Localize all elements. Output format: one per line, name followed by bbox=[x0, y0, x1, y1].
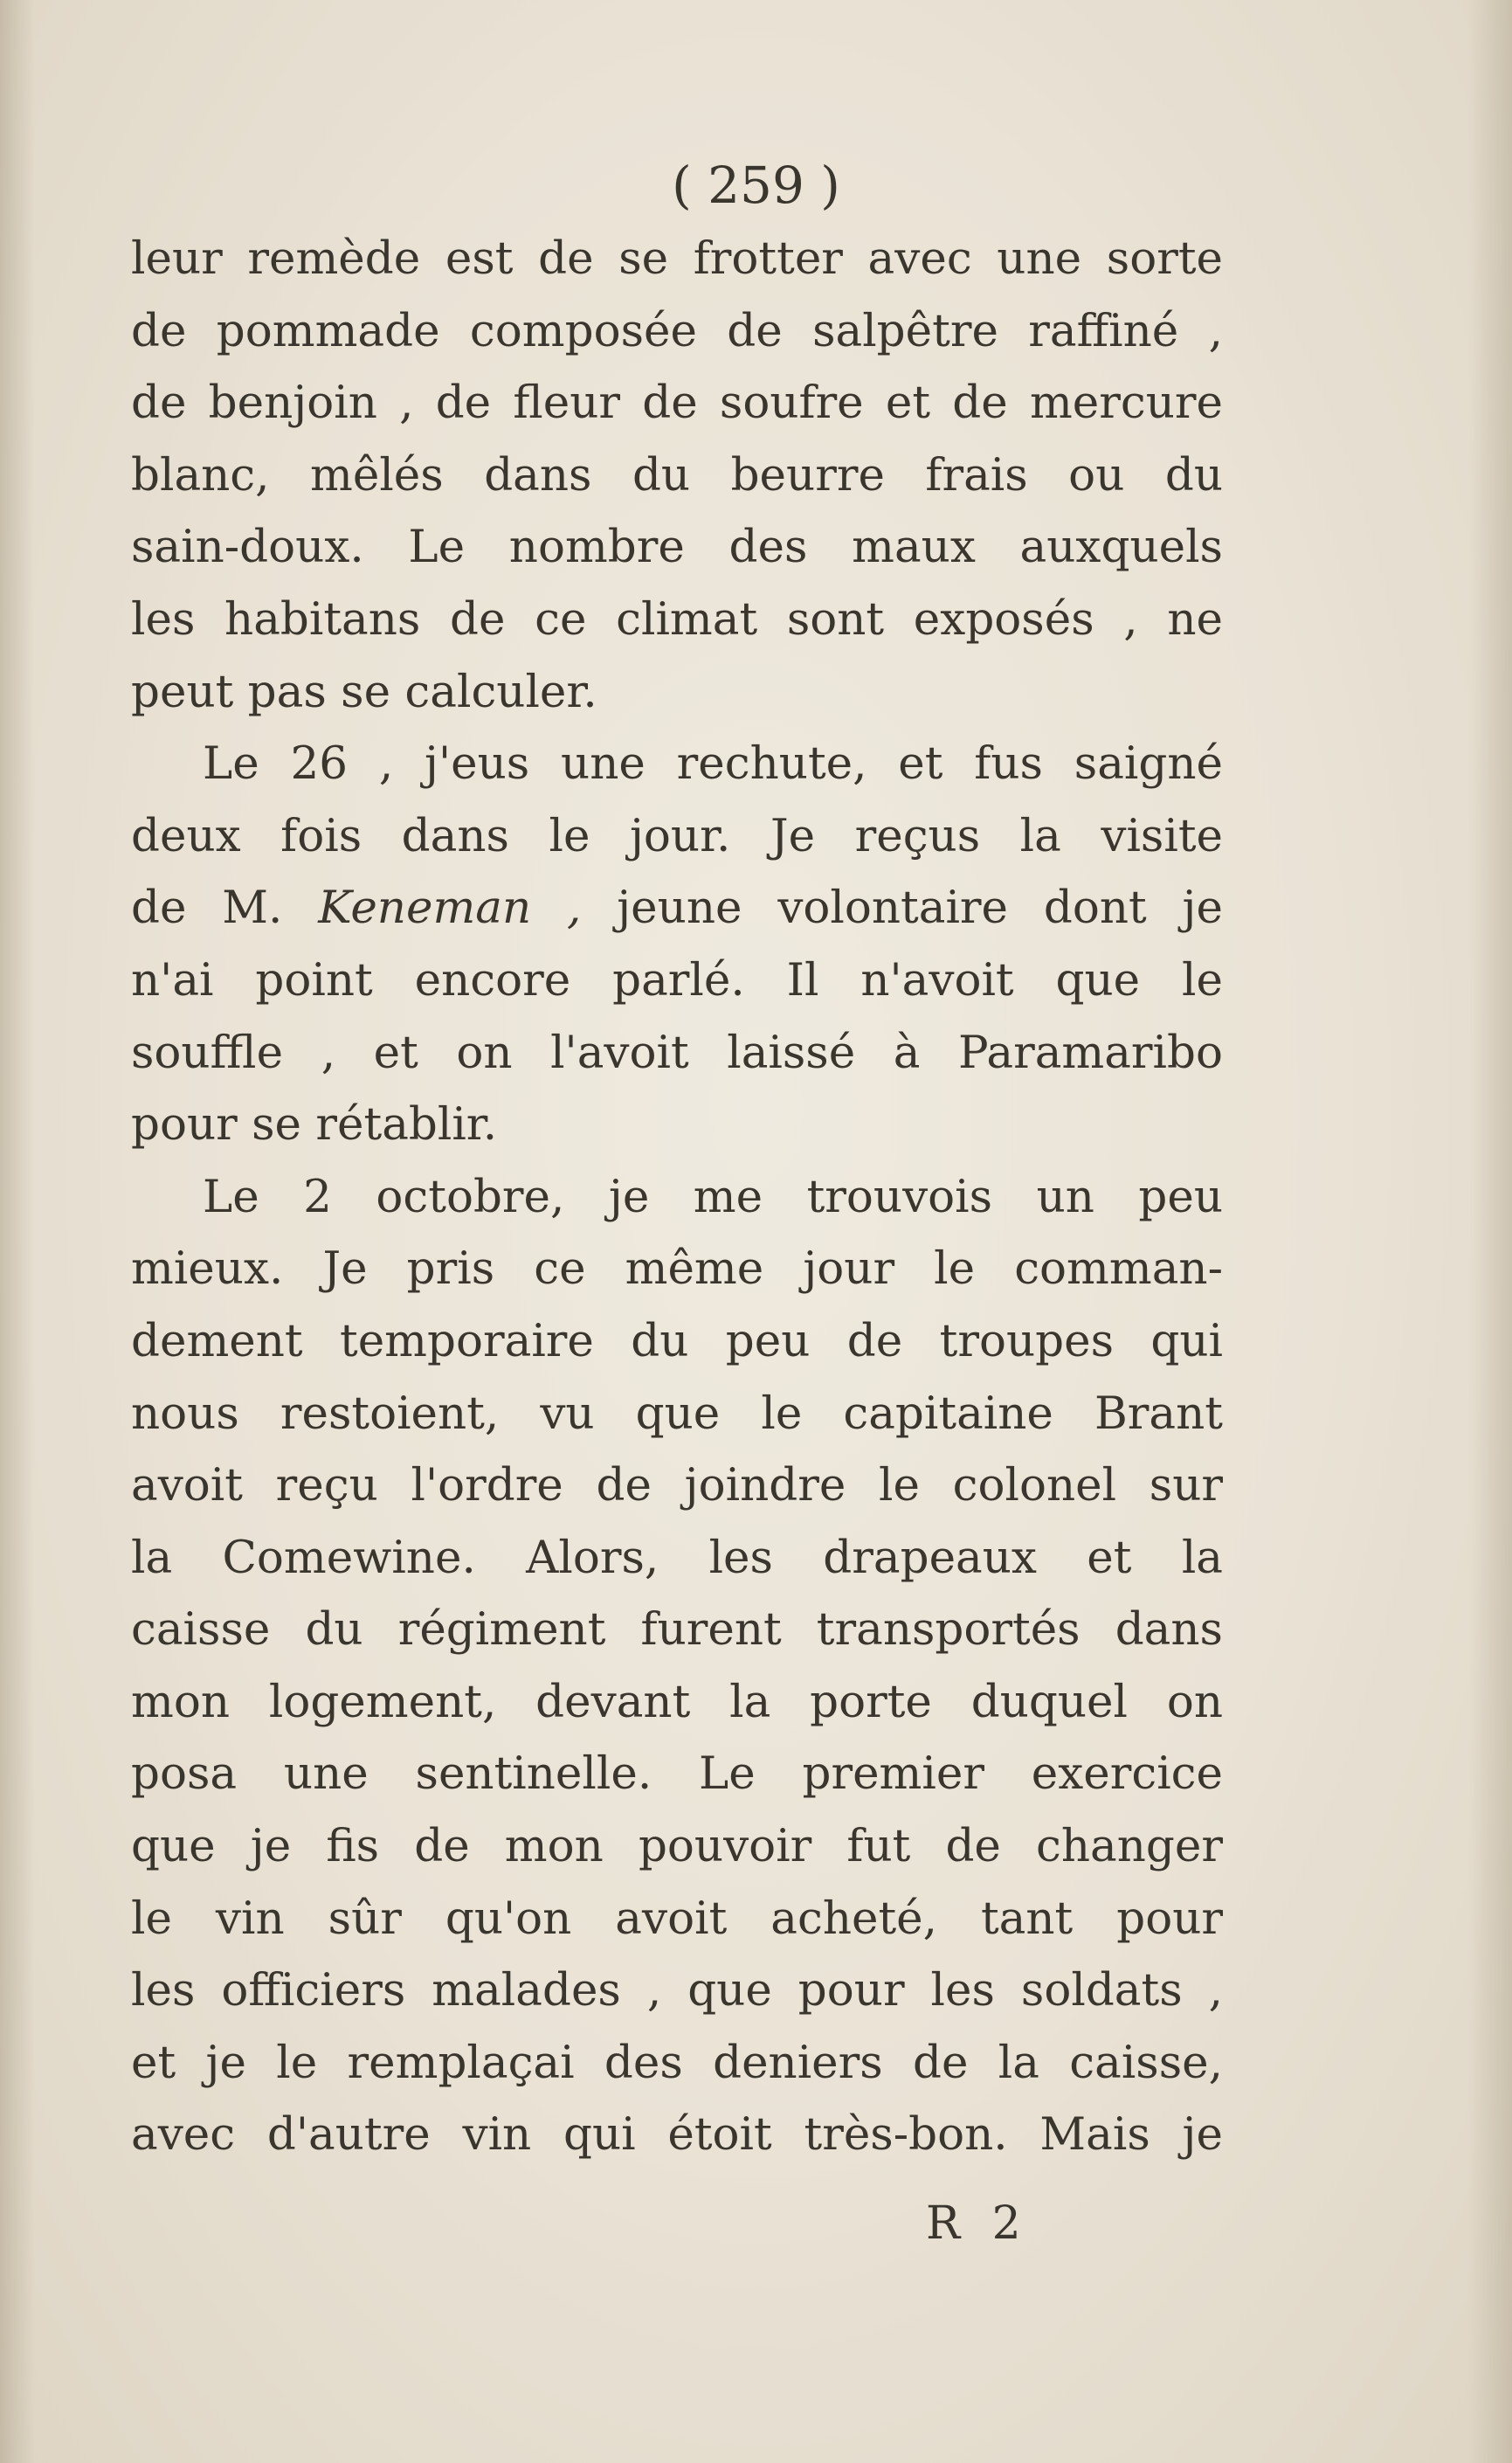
paragraph-start-line: Le 2 octobre, je me trouvois un peu bbox=[203, 1170, 1223, 1223]
text-line: avoit reçu l'ordre de joindre le colonel sur bbox=[131, 1459, 1223, 1512]
text-line: blanc, mêlés dans du beurre frais ou du bbox=[131, 448, 1223, 502]
text-line: mon logement, devant la porte duquel on bbox=[131, 1675, 1223, 1728]
text-line: posa une sentinelle. Le premier exercice bbox=[131, 1747, 1223, 1801]
text-line: peut pas se calculer. bbox=[131, 665, 597, 718]
text-line: avec d'autre vin qui étoit très-bon. Mais je bbox=[131, 2108, 1223, 2162]
text-line: de pommade composée de salpêtre raffiné , bbox=[131, 304, 1223, 357]
text-line: n'ai point encore parlé. Il n'avoit que le bbox=[131, 953, 1223, 1007]
text-line: les officiers malades , que pour les soldats , bbox=[131, 1964, 1223, 2017]
text-line: deux fois dans le jour. Je reçus la visite bbox=[131, 809, 1223, 862]
text-segment: de M. bbox=[131, 882, 319, 935]
text-line: pour se rétablir. bbox=[131, 1098, 498, 1152]
text-line: sain-doux. Le nombre des maux auxquels bbox=[131, 521, 1223, 574]
text-line: caisse du régiment furent transportés dans bbox=[131, 1603, 1223, 1657]
body-text bbox=[131, 223, 1223, 2171]
person-name: Keneman , bbox=[318, 882, 582, 935]
text-line: nous restoient, vu que le capitaine Brant bbox=[131, 1387, 1223, 1440]
text-line: mieux. Je pris ce même jour le comman- bbox=[131, 1242, 1223, 1296]
text-line: les habitans de ce climat sont exposés , ne bbox=[131, 592, 1223, 646]
text-segment: jeune volontaire dont je bbox=[581, 882, 1223, 935]
signature-mark: R 2 bbox=[926, 2197, 1030, 2250]
text-line: souffle , et on l'avoit laissé à Paramaribo bbox=[131, 1026, 1223, 1079]
paragraph-start-line: Le 26 , j'eus une rechute, et fus saigné bbox=[203, 737, 1223, 791]
text-line: que je fis de mon pouvoir fut de changer bbox=[131, 1820, 1223, 1873]
text-line: et je le remplaçai des deniers de la caisse, bbox=[131, 2036, 1223, 2089]
text-line: leur remède est de se frotter avec une sorte bbox=[131, 232, 1223, 285]
text-line: le vin sûr qu'on avoit acheté, tant pour bbox=[131, 1892, 1223, 1945]
text-line: de benjoin , de fleur de soufre et de mercure bbox=[131, 377, 1223, 430]
text-line: la Comewine. Alors, les drapeaux et la bbox=[131, 1531, 1223, 1584]
text-line: dement temporaire du peu de troupes qui bbox=[131, 1314, 1223, 1367]
page-number: ( 259 ) bbox=[672, 156, 840, 215]
text-line-with-name bbox=[131, 872, 1223, 944]
